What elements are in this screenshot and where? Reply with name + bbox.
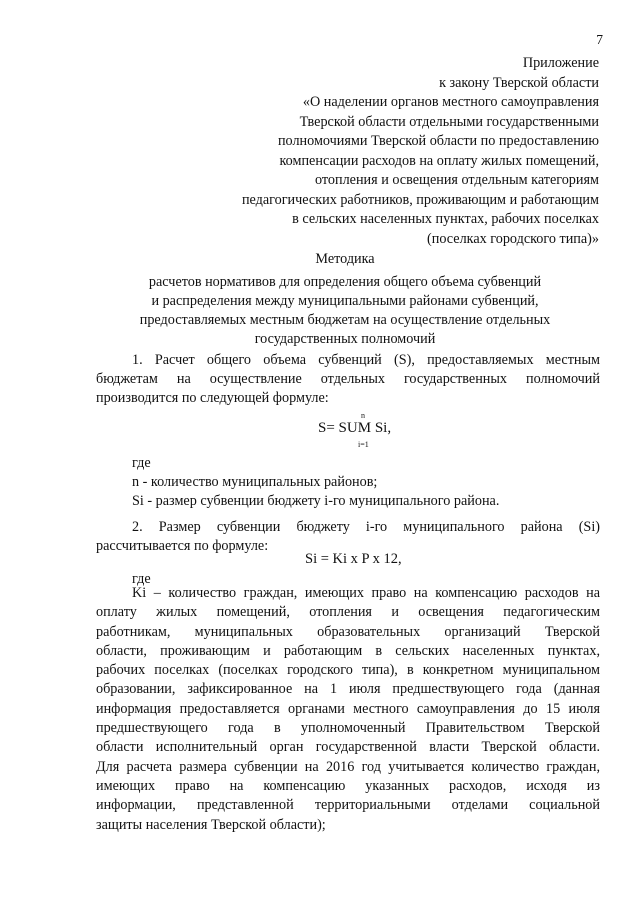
method-subtitle-line: государственных полномочий: [254, 331, 436, 347]
ki-line: предшествующего года в уполномоченный Правительством Тверской: [96, 720, 600, 737]
ki-line: области исполнительный орган государственной власти Тверской области.: [96, 739, 600, 756]
method-subtitle-line: расчетов нормативов для определения общего объема субвенций: [148, 274, 542, 290]
method-heading: [100, 250, 590, 349]
si-formula: Si = Ki х P х 12,: [305, 551, 402, 567]
definition-n: n - количество муниципальных районов;: [132, 474, 378, 490]
method-title: Методика: [315, 251, 375, 267]
sum-upper-limit: n: [361, 411, 365, 420]
ki-line: рабочих поселках (поселках городского типа), в конкретном муниципальном: [96, 662, 600, 679]
section2-line: 2. Размер субвенции бюджету i-го муниципального района (Si): [132, 519, 600, 535]
appendix-line: «О наделении органов местного самоуправления: [302, 94, 599, 110]
ki-definition: [96, 584, 600, 835]
appendix-line: компенсации расходов на оплату жилых помещений,: [279, 152, 599, 169]
ki-line: области, проживающим и работающим в сельских населенных пунктах,: [96, 642, 600, 659]
appendix-line: к закону Тверской области: [439, 74, 599, 91]
sum-formula-main: S= SUM Si,: [318, 420, 392, 436]
appendix-line: (поселках городского типа)»: [427, 230, 599, 247]
page-number: 7: [596, 32, 603, 47]
ki-line: имеющих право на компенсацию указанных расходов, исходя из: [96, 777, 600, 794]
ki-line: работникам, муниципальных образовательных организаций Тверской: [96, 623, 600, 640]
appendix-line: педагогических работников, проживающим и работающим: [241, 191, 599, 208]
appendix-header: [169, 54, 599, 249]
ki-line: защиты населения Тверской области);: [96, 816, 326, 833]
appendix-line: Приложение: [522, 55, 599, 71]
ki-line: образовании, зафиксированное на 1 июля предшествующего года (данная: [96, 681, 600, 698]
ki-line: Для расчета размера субвенции на 2016 год учитывается количество граждан,: [96, 758, 600, 775]
ki-line: оплату жилых помещений, отопления и освещения педагогическим: [96, 604, 600, 621]
ki-line: информации, представленной территориальными отделами социальной: [96, 797, 600, 814]
section1-line: производится по следующей формуле:: [96, 390, 329, 406]
section1-line: 1. Расчет общего объема субвенций (S), предоставляемых местным: [132, 352, 600, 368]
ki-line: Ki – количество граждан, имеющих право на компенсацию расходов на: [132, 585, 600, 601]
appendix-line: отопления и освещения отдельным категориям: [314, 172, 599, 188]
method-subtitle-line: и распределения между муниципальными районами субвенций,: [151, 293, 539, 309]
ki-line: информация предоставляется органами местного самоуправления до 15 июля: [96, 700, 600, 717]
sum-lower-limit: i=1: [358, 440, 369, 449]
sum-formula: [318, 412, 438, 448]
appendix-line: в сельских населенных пунктах, рабочих поселках: [292, 211, 599, 227]
method-subtitle-line: предоставляемых местным бюджетам на осуществление отдельных: [139, 312, 551, 328]
definition-si: Si - размер субвенции бюджету i-го муниципального района.: [132, 493, 500, 509]
section1-paragraph: [96, 351, 600, 408]
section1-line: бюджетам на осуществление отдельных государственных полномочий: [96, 371, 600, 387]
appendix-line: Тверской области отдельными государственными: [299, 113, 599, 130]
where-label: где: [132, 455, 151, 471]
where-label: где: [132, 571, 151, 587]
appendix-line: полномочиями Тверской области по предоставлению: [277, 133, 599, 149]
section2-line: рассчитывается по формуле:: [96, 538, 269, 554]
